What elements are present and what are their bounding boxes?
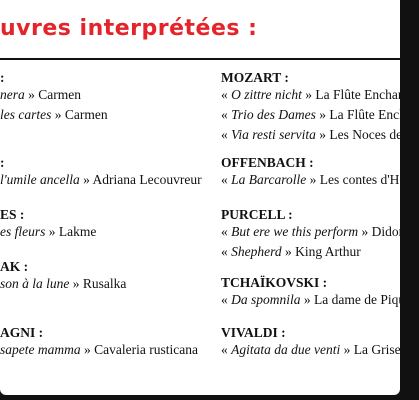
aria-title: O zittre nicht bbox=[231, 87, 302, 102]
work-line bbox=[221, 342, 417, 358]
quote-close: » bbox=[315, 107, 330, 122]
quote-open: « bbox=[221, 172, 232, 187]
aria-title: les cartes bbox=[0, 107, 52, 122]
quote-close: » bbox=[80, 342, 95, 357]
work-line bbox=[0, 87, 81, 103]
composer-heading: TCHAÏKOVSKI : bbox=[221, 275, 328, 290]
quote-close: » bbox=[306, 172, 320, 187]
quote-close: » bbox=[340, 342, 354, 357]
aria-title: But ere we this perform bbox=[231, 224, 359, 239]
quote-close: » bbox=[45, 224, 59, 239]
work-line bbox=[0, 172, 202, 188]
aria-title: l'umile ancella bbox=[0, 172, 80, 187]
composer-heading: PURCELL : bbox=[221, 207, 293, 222]
aria-title: son à la lune bbox=[0, 276, 70, 291]
opera-title: La Griselda bbox=[353, 342, 418, 357]
opera-title: Cavaleria rusticana bbox=[94, 342, 198, 357]
quote-close: » bbox=[69, 276, 83, 291]
opera-title: La Flûte Enchan bbox=[329, 107, 419, 122]
page-title: uvres interprétées : bbox=[0, 16, 258, 41]
quote-open: « bbox=[221, 127, 232, 142]
opera-title: Adriana Lecouvreur bbox=[92, 172, 202, 187]
opera-title: Les Noces de F bbox=[329, 127, 413, 142]
quote-open: « bbox=[221, 107, 232, 122]
title-divider bbox=[0, 58, 400, 60]
opera-title: King Arthur bbox=[295, 244, 361, 259]
quote-close: » bbox=[358, 224, 372, 239]
composer-heading: OFFENBACH : bbox=[221, 155, 314, 170]
work-line bbox=[0, 342, 198, 358]
composer-heading: : bbox=[0, 70, 5, 85]
quote-open: « bbox=[221, 87, 232, 102]
quote-close: » bbox=[315, 127, 330, 142]
work-line bbox=[221, 87, 408, 103]
aria-title: Via resti servita bbox=[231, 127, 316, 142]
aria-title: Shepherd bbox=[231, 244, 282, 259]
opera-title: Lakme bbox=[58, 224, 97, 239]
opera-title: Carmen bbox=[38, 87, 81, 102]
opera-title: La Flûte Enchant bbox=[315, 87, 409, 102]
composer-heading: MOZART : bbox=[221, 70, 289, 85]
quote-close: » bbox=[79, 172, 93, 187]
quote-open: « bbox=[221, 224, 232, 239]
opera-title: Carmen bbox=[64, 107, 108, 122]
composer-heading: VIVALDI : bbox=[221, 325, 286, 340]
composer-heading: : bbox=[0, 155, 5, 170]
quote-open: « bbox=[221, 292, 232, 307]
quote-close: » bbox=[301, 87, 316, 102]
quote-close: » bbox=[24, 87, 39, 102]
aria-title: La Barcarolle bbox=[231, 172, 307, 187]
work-line bbox=[221, 224, 415, 240]
quote-close: » bbox=[281, 244, 296, 259]
quote-open: « bbox=[221, 244, 232, 259]
work-line bbox=[221, 244, 361, 260]
opera-title: Rusalka bbox=[82, 276, 127, 291]
aria-title: Trio des Dames bbox=[231, 107, 316, 122]
quote-open: « bbox=[221, 342, 232, 357]
aria-title: Da spomnila bbox=[231, 292, 301, 307]
composer-heading: AGNI : bbox=[0, 325, 44, 340]
work-line bbox=[0, 276, 126, 292]
work-line bbox=[221, 172, 415, 188]
work-line bbox=[0, 107, 108, 123]
work-line bbox=[221, 292, 411, 308]
aria-title: Agitata da due venti bbox=[231, 342, 341, 357]
quote-close: » bbox=[51, 107, 65, 122]
composer-heading: AK : bbox=[0, 259, 29, 274]
opera-title: Les contes d'Hoff bbox=[319, 172, 415, 187]
opera-title: La dame de Pique bbox=[314, 292, 412, 307]
work-line bbox=[221, 127, 413, 143]
aria-title: nera bbox=[0, 87, 25, 102]
aria-title: es fleurs bbox=[0, 224, 46, 239]
work-line bbox=[0, 224, 96, 240]
work-line bbox=[221, 107, 419, 123]
quote-close: » bbox=[300, 292, 315, 307]
composer-heading: ES : bbox=[0, 207, 25, 222]
opera-title: Didon e bbox=[371, 224, 415, 239]
aria-title: sapete mamma bbox=[0, 342, 81, 357]
